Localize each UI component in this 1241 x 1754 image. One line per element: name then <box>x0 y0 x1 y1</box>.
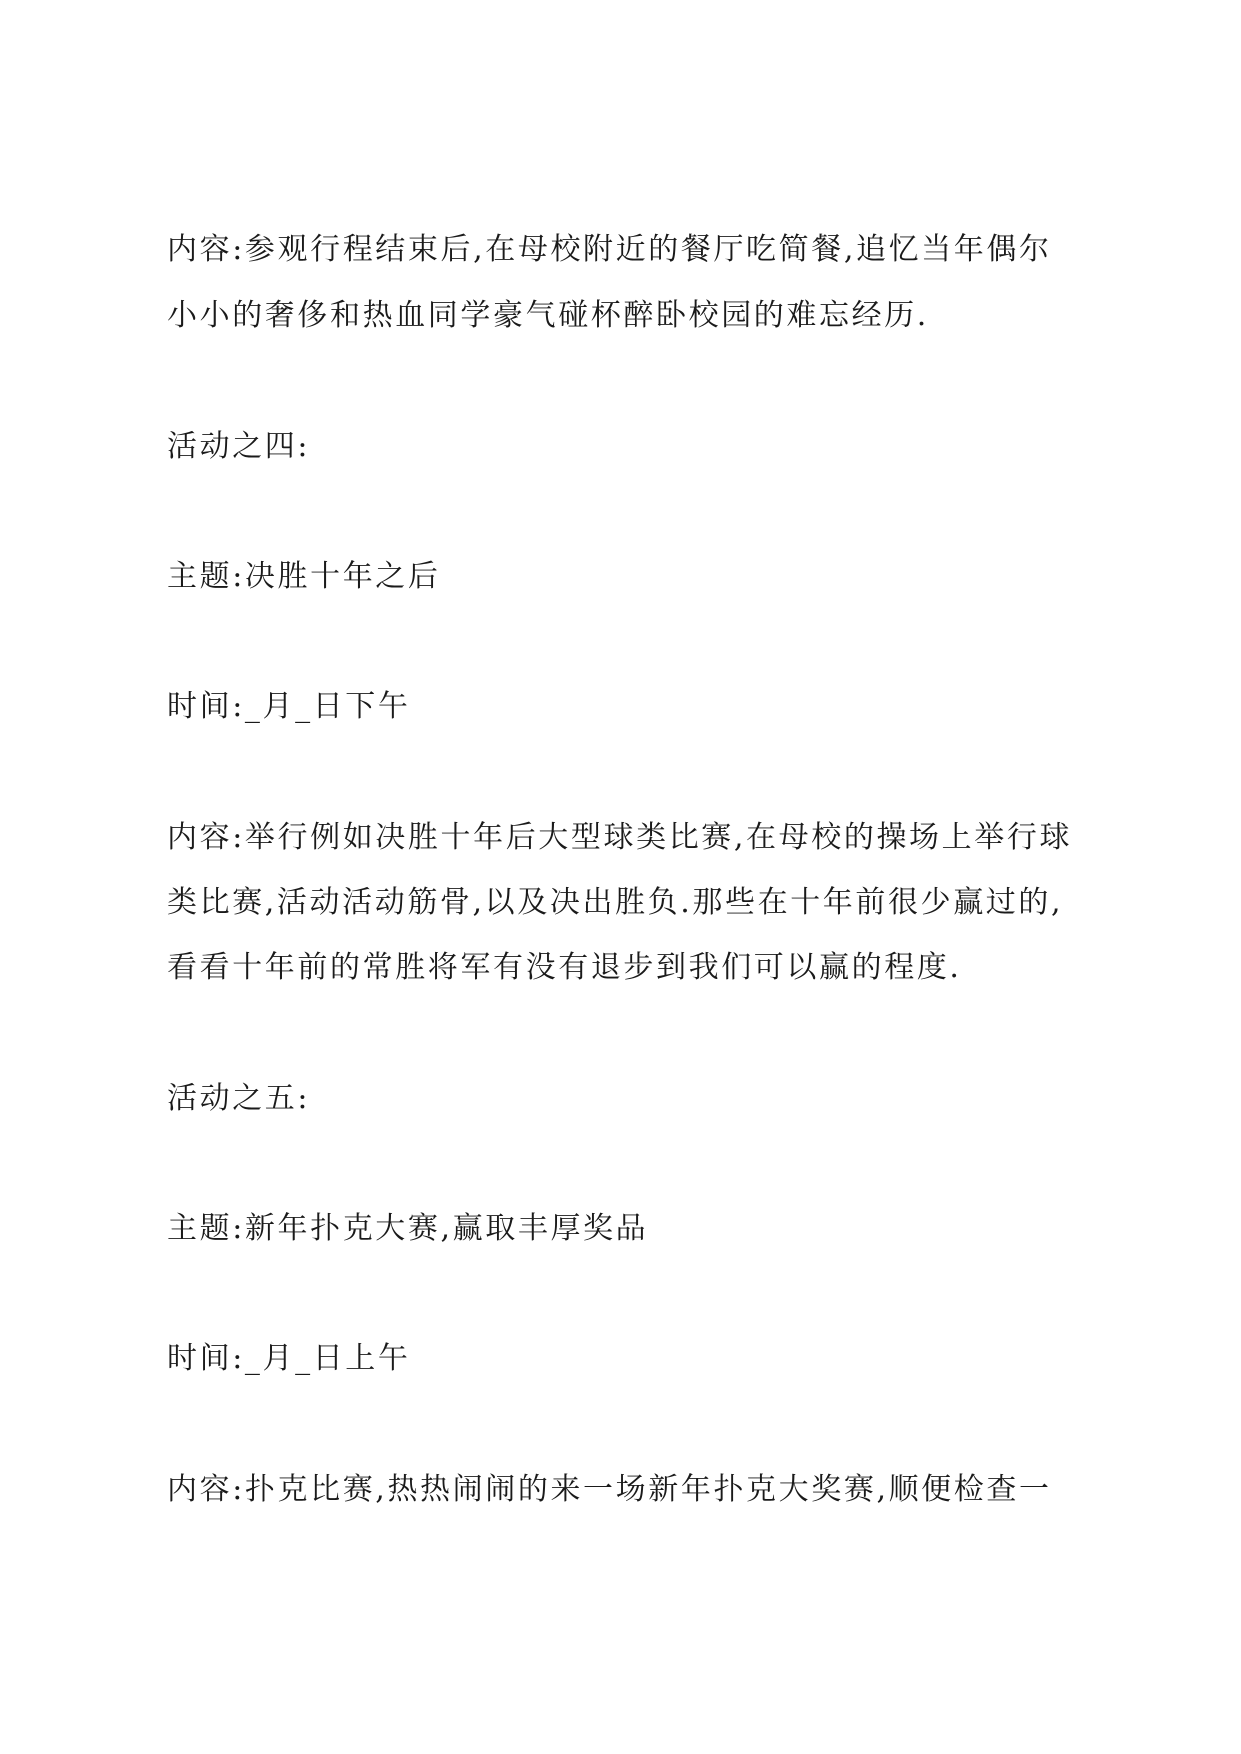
text-line: 类比赛,活动活动筋骨,以及决出胜负.那些在十年前很少赢过的, <box>167 885 1064 920</box>
text-line: 小小的奢侈和热血同学豪气碰杯醉卧校园的难忘经历. <box>167 298 929 333</box>
text-line: 主题:新年扑克大赛,赢取丰厚奖品 <box>167 1211 649 1246</box>
text-line: 内容:参观行程结束后,在母校附近的餐厅吃简餐,追忆当年偶尔 <box>167 232 1052 267</box>
text-line: 内容:扑克比赛,热热闹闹的来一场新年扑克大奖赛,顺便检查一 <box>167 1472 1052 1507</box>
text-line: 时间:_月_日上午 <box>167 1341 411 1376</box>
section-heading: 活动之五: <box>167 1081 311 1116</box>
text-line: 内容:举行例如决胜十年后大型球类比赛,在母校的操场上举行球 <box>167 820 1073 855</box>
text-line: 主题:决胜十年之后 <box>167 559 441 594</box>
text-line: 看看十年前的常胜将军有没有退步到我们可以赢的程度. <box>167 950 962 985</box>
section-heading: 活动之四: <box>167 429 311 464</box>
text-line: 时间:_月_日下午 <box>167 689 411 724</box>
